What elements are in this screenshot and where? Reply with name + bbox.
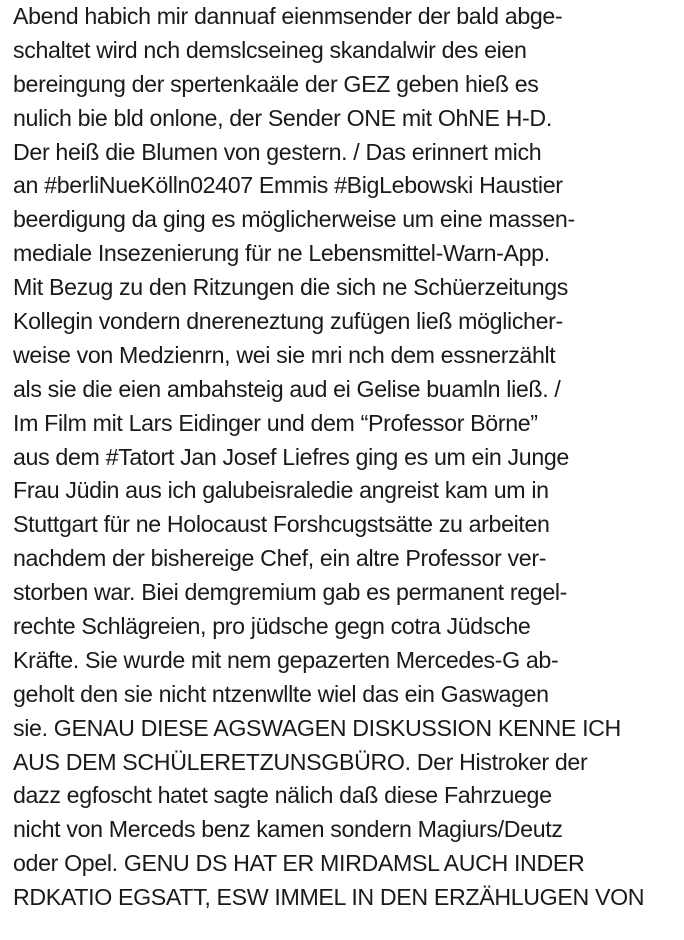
text-line: Kollegin vondern dnereneztung zufügen ließ möglicher- xyxy=(13,308,563,335)
text-line: weise von Medzienrn, wei sie mri nch dem essnerzählt xyxy=(13,341,556,368)
text-line: beerdigung da ging es möglicherweise um eine massen- xyxy=(13,206,575,233)
text-line: geholt den sie nicht ntzenwllte wiel das ein Gaswagen xyxy=(13,680,549,707)
text-line: storben war. Biei demgremium gab es permanent regel- xyxy=(13,579,568,606)
text-line: Abend habich mir dannuaf eienmsender der bald abge- xyxy=(13,3,563,29)
text-line: Im Film mit Lars Eidinger und dem “Professor Börne” xyxy=(13,409,538,436)
text-line: Der heiß die Blumen von gestern. / Das erinnert mich xyxy=(13,138,542,165)
text-line: Frau Jüdin aus ich galubeisraledie angreist kam um in xyxy=(13,477,549,504)
text-line: als sie die eien ambahsteig aud ei Gelise buamln ließ. / xyxy=(13,375,561,402)
text-line: Kräfte. Sie wurde mit nem gepazerten Mercedes-G ab- xyxy=(13,646,559,673)
text-line: Mit Bezug zu den Ritzungen die sich ne Schüerzeitungs xyxy=(13,274,569,301)
text-line: aus dem #Tatort Jan Josef Liefres ging es um ein Junge xyxy=(13,443,569,470)
text-line: bereingung der spertenkaäle der GEZ geben hieß es xyxy=(13,70,539,97)
text-line: nulich bie bld onlone, der Sender ONE mit OhNE H-D. xyxy=(13,104,552,131)
body-text xyxy=(13,0,681,915)
text-line: RDKATIO EGSATT, ESW IMMEL IN DEN ERZÄHLUGEN VON xyxy=(13,884,645,911)
text-line: AUS DEM SCHÜLERETZUNSGBÜRO. Der Histroker der xyxy=(13,748,588,775)
text-line: nicht von Merceds benz kamen sondern Magiurs/Deutz xyxy=(13,816,563,843)
text-line: dazz egfoscht hatet sagte nälich daß diese Fahrzuege xyxy=(13,782,552,809)
text-line: mediale Insezenierung für ne Lebensmittel-Warn-App. xyxy=(13,240,550,267)
text-line: rechte Schlägreien, pro jüdsche gegn cotra Jüdsche xyxy=(13,613,531,640)
text-line: oder Opel. GENU DS HAT ER MIRDAMSL AUCH INDER xyxy=(13,850,585,877)
text-line: nachdem der bishereige Chef, ein altre Professor ver- xyxy=(13,545,547,572)
text-line: Stuttgart für ne Holocaust Forshcugstsätte zu arbeiten xyxy=(13,511,550,538)
text-line: schaltet wird nch demslcseineg skandalwir des eien xyxy=(13,36,527,63)
text-line: sie. GENAU DIESE AGSWAGEN DISKUSSION KENNE ICH xyxy=(13,714,621,741)
text-line: an #berliNueKölln02407 Emmis #BigLebowski Haustier xyxy=(13,172,563,199)
